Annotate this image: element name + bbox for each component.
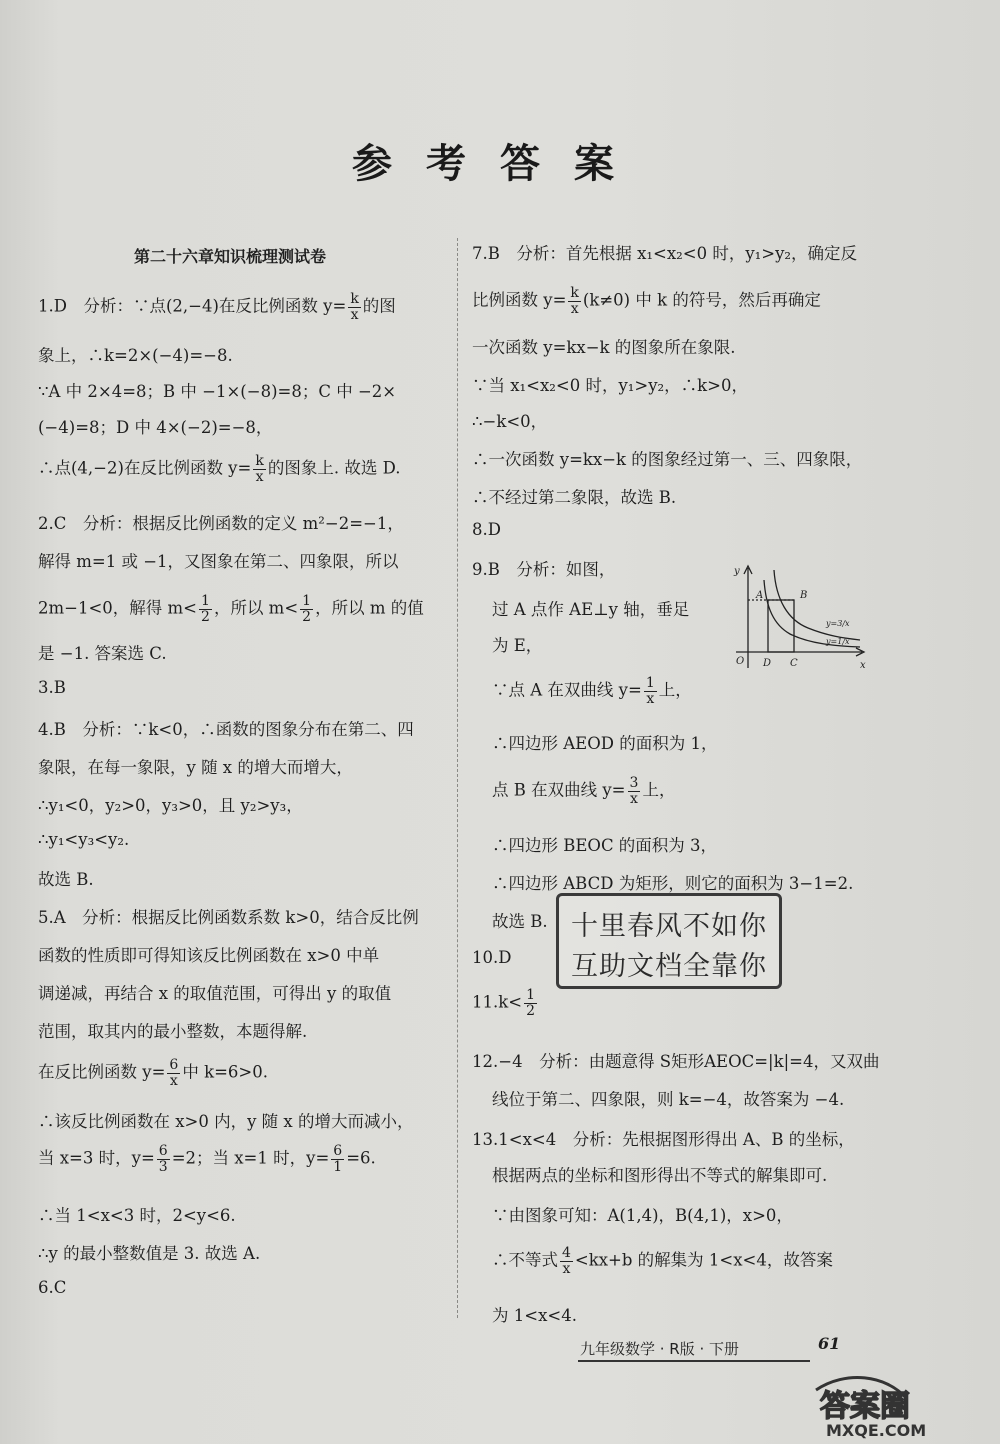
answer-line: 线位于第二、四象限，则 k=−4，故答案为 −4. bbox=[492, 1090, 845, 1109]
answer-line: 1.D 分析：∵点(2,−4)在反比例函数 y= $\frac{k}{x}$ 的图 bbox=[38, 291, 396, 323]
answer-line: 是 −1. 答案选 C. bbox=[38, 644, 167, 663]
point-d-label: D bbox=[763, 658, 772, 669]
fraction: $\frac{3}{x}$ bbox=[629, 775, 639, 807]
logo-text: 答案圈 bbox=[820, 1389, 910, 1424]
curve-label-3x: y=3/x bbox=[826, 619, 850, 628]
x-axis-label: x bbox=[860, 660, 866, 671]
stamp-line-1: 十里春风不如你 bbox=[571, 911, 767, 942]
answer-line: 根据两点的坐标和图形得出不等式的解集即可. bbox=[492, 1166, 828, 1185]
origin-label: O bbox=[736, 656, 745, 667]
answer-line: (−4)=8；D 中 4×(−2)=−8， bbox=[38, 418, 273, 437]
answer-line: ∴四边形 ABCD 为矩形，则它的面积为 3−1=2. bbox=[492, 874, 854, 893]
footer-rule bbox=[578, 1360, 810, 1362]
curve-label-1x: y=1/x bbox=[826, 637, 850, 646]
answer-line: ∴−k<0， bbox=[472, 412, 548, 431]
answer-line: 范围，取其内的最小整数，本题得解. bbox=[38, 1022, 308, 1041]
footer-text: 九年级数学 · R版 · 下册 bbox=[580, 1340, 740, 1358]
answer-line: ∵当 x₁<x₂<0 时，y₁>y₂，∴k>0， bbox=[472, 376, 748, 395]
answer-line: ∴四边形 AEOD 的面积为 1， bbox=[492, 734, 718, 753]
answer-line: ∴一次函数 y=kx−k 的图象经过第一、三、四象限， bbox=[472, 450, 863, 469]
answer-line: ∴y 的最小整数值是 3. 故选 A. bbox=[38, 1244, 261, 1263]
curve-three-over-x bbox=[774, 570, 860, 640]
page-number: 61 bbox=[818, 1334, 841, 1353]
answer-line: ∵点 A 在双曲线 y= $\frac{1}{x}$ 上， bbox=[492, 675, 692, 707]
watermark-stamp bbox=[556, 893, 782, 989]
answer-line: ∵由图象可知：A(1,4)，B(4,1)，x>0， bbox=[492, 1206, 793, 1225]
fraction: $\frac{4}{x}$ bbox=[562, 1245, 571, 1277]
answer-line: 解得 m=1 或 −1，又图象在第二、四象限，所以 bbox=[38, 552, 399, 571]
fraction: $\frac{6}{3}$ bbox=[158, 1143, 168, 1175]
answer-line: 一次函数 y=kx−k 的图象所在象限. bbox=[472, 338, 736, 357]
answer-line: 12.−4 分析：由题意得 S矩形AEOC=|k|=4，又双曲 bbox=[472, 1052, 880, 1071]
fraction: $\frac{k}{x}$ bbox=[255, 453, 264, 485]
fraction: $\frac{1}{x}$ bbox=[645, 675, 655, 707]
answer-line: 8.D bbox=[472, 520, 501, 539]
point-a-label: A bbox=[756, 590, 764, 601]
answer-line: 6.C bbox=[38, 1278, 67, 1297]
answer-line: ∵A 中 2×4=8；B 中 −1×(−8)=8；C 中 −2× bbox=[38, 382, 397, 401]
column-divider bbox=[457, 238, 458, 1318]
answer-line: ∴该反比例函数在 x>0 内，y 随 x 的增大而减小， bbox=[38, 1112, 414, 1131]
answer-line: ∴四边形 BEOC 的面积为 3， bbox=[492, 836, 718, 855]
answer-line: ∴不等式 $\frac{4}{x}$ <kx+b 的解集为 1<x<4，故答案 bbox=[492, 1245, 833, 1277]
answer-line: 故选 B. bbox=[38, 870, 94, 889]
point-c-label: C bbox=[790, 658, 798, 669]
answer-line: 10.D bbox=[472, 948, 512, 967]
answer-line: ∴y₁<0，y₂>0，y₃>0，且 y₂>y₃， bbox=[38, 796, 303, 815]
answer-line: 比例函数 y= $\frac{k}{x}$ (k≠0) 中 k 的符号，然后再确定 bbox=[472, 285, 821, 317]
answer-line: 2m−1<0，解得 m< $\frac{1}{2}$ ，所以 m< $\frac{1}{2}$ ，所以 m 的值 bbox=[38, 593, 424, 625]
answer-line: 为 E， bbox=[492, 636, 543, 655]
answer-line: 为 1<x<4. bbox=[492, 1306, 577, 1325]
answer-line: 11.k< $\frac{1}{2}$ bbox=[472, 987, 535, 1019]
answer-line: 13.1<x<4 分析：先根据图形得出 A、B 的坐标， bbox=[472, 1130, 855, 1149]
fraction: $\frac{k}{x}$ bbox=[570, 285, 579, 317]
answer-line: ∴不经过第二象限，故选 B. bbox=[472, 488, 677, 507]
answer-line: 2.C 分析：根据反比例函数的定义 m²−2=−1， bbox=[38, 514, 404, 533]
page-title: 参考答案 bbox=[352, 141, 648, 187]
rect-abcd bbox=[768, 600, 794, 652]
answer-line: 象限，在每一象限，y 随 x 的增大而增大， bbox=[38, 758, 353, 777]
point-b-label: B bbox=[800, 590, 808, 601]
answer-line: 调递减，再结合 x 的取值范围，可得出 y 的取值 bbox=[38, 984, 392, 1003]
fraction: $\frac{1}{2}$ bbox=[526, 987, 535, 1019]
answer-line: 3.B bbox=[38, 678, 66, 697]
fraction: $\frac{1}{2}$ bbox=[201, 593, 210, 625]
answer-line: 过 A 点作 AE⊥y 轴，垂足 bbox=[492, 600, 690, 619]
hyperbola-graph bbox=[728, 560, 870, 680]
site-logo bbox=[806, 1370, 986, 1440]
answer-line: ∴点(4,−2)在反比例函数 y= $\frac{k}{x}$ 的图象上. 故选 D. bbox=[38, 453, 401, 485]
fraction: $\frac{6}{x}$ bbox=[169, 1057, 179, 1089]
fraction: $\frac{6}{1}$ bbox=[333, 1143, 343, 1175]
section-heading: 第二十六章知识梳理测试卷 bbox=[134, 247, 327, 266]
answer-line: 故选 B. bbox=[492, 912, 548, 931]
fraction: $\frac{k}{x}$ bbox=[350, 291, 359, 323]
answer-line: ∴y₁<y₃<y₂. bbox=[38, 830, 130, 849]
answer-line: 5.A 分析：根据反比例函数系数 k>0，结合反比例 bbox=[38, 908, 419, 927]
answer-line: 当 x=3 时，y= $\frac{6}{3}$ =2；当 x=1 时，y= $\frac{6}{1}$ =6. bbox=[38, 1143, 376, 1175]
logo-subtext: MXQE.COM bbox=[826, 1421, 927, 1440]
answer-line: ∴当 1<x<3 时，2<y<6. bbox=[38, 1206, 236, 1225]
answer-line: 点 B 在双曲线 y= $\frac{3}{x}$ 上， bbox=[492, 775, 676, 807]
stamp-line-2: 互助文档全靠你 bbox=[571, 951, 767, 982]
answer-line: 象上，∴k=2×(−4)=−8. bbox=[38, 346, 233, 365]
answer-line: 在反比例函数 y= $\frac{6}{x}$ 中 k=6>0. bbox=[38, 1057, 268, 1089]
answer-line: 9.B 分析：如图， bbox=[472, 560, 616, 579]
fraction: $\frac{1}{2}$ bbox=[302, 593, 312, 625]
answer-line: 4.B 分析：∵k<0，∴函数的图象分布在第二、四 bbox=[38, 720, 414, 739]
answer-line: 函数的性质即可得知该反比例函数在 x>0 中单 bbox=[38, 946, 380, 965]
y-axis-label: y bbox=[734, 566, 740, 577]
answer-line: 7.B 分析：首先根据 x₁<x₂<0 时，y₁>y₂，确定反 bbox=[472, 244, 858, 263]
